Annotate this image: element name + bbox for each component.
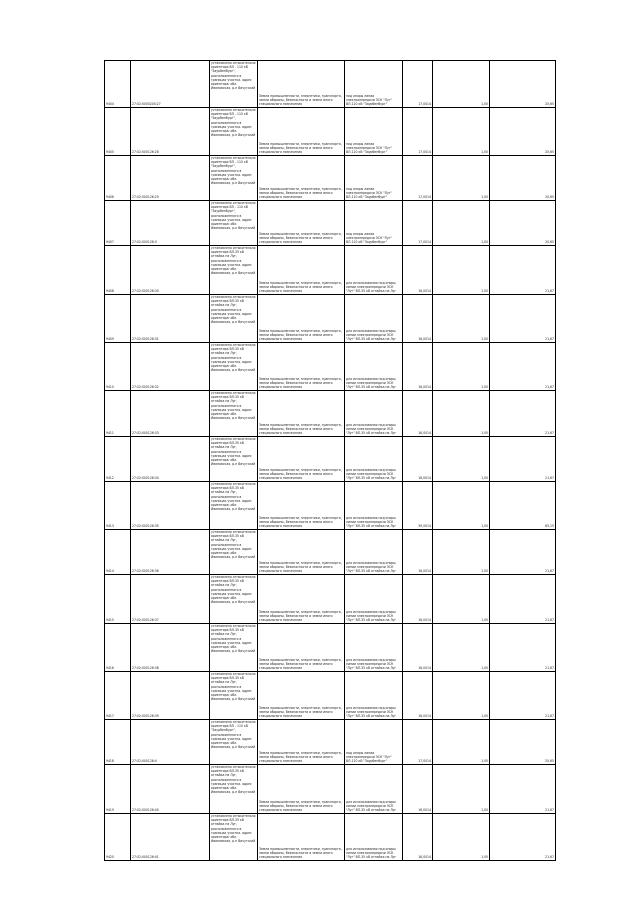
cell-area: 17,0014 bbox=[403, 108, 433, 156]
table-row bbox=[105, 720, 556, 765]
cell-permitted-use: для использования под опоры линии электропередачи ЭСК "Луг" ВЛ-35 кВ отпайка на Луг bbox=[345, 530, 403, 575]
cell-area: 16,0014 bbox=[403, 437, 433, 482]
cell-area: 16,0014 bbox=[403, 575, 433, 624]
cell-cadastral-id: 27:02:000126:37 bbox=[131, 575, 210, 624]
cell-permitted-use: под опоры линии электропередачи ЭСК "Луг" ВЛ-110 кВ "Заурбенбург" bbox=[345, 61, 403, 108]
land-plots-table bbox=[104, 60, 556, 861]
cell-area: 16,0014 bbox=[403, 672, 433, 720]
cell-area: 17,0014 bbox=[403, 201, 433, 246]
cell-coefficient: 1,00 bbox=[433, 482, 490, 530]
cell-cadastral-id: 27:02:000126:34 bbox=[131, 437, 210, 482]
cell-land-category: Земли промышленности, энергетики, транспорта, земли обороны, безопасности и земли иного специального назначения bbox=[258, 530, 345, 575]
cell-permitted-use: для использования под опоры линии электропередачи ЭСК "Луг" ВЛ-35 кВ отпайка на Луг bbox=[345, 814, 403, 861]
cell-coefficient: 1,00 bbox=[433, 201, 490, 246]
cell-area: 16,0014 bbox=[403, 295, 433, 343]
cell-permitted-use: под опоры линии электропередачи ЭСК "Луг" ВЛ-110 кВ "Заурбенбург" bbox=[345, 720, 403, 765]
cell-coefficient: 1,00 bbox=[433, 246, 490, 295]
cell-land-category: Земли промышленности, энергетики, транспорта, земли обороны, безопасности и земли иного специального назначения bbox=[258, 156, 345, 201]
cell-cadastral-id: 27:02:000126:4 bbox=[131, 720, 210, 765]
table-row bbox=[105, 624, 556, 672]
cell-number: 9409 bbox=[105, 295, 131, 343]
cell-land-category: Земли промышленности, энергетики, транспорта, земли обороны, безопасности и земли иного специального назначения bbox=[258, 201, 345, 246]
cell-area: 16,0014 bbox=[403, 246, 433, 295]
cell-value: 21,67 bbox=[490, 295, 556, 343]
cell-land-category: Земли промышленности, энергетики, транспорта, земли обороны, безопасности и земли иного специального назначения bbox=[258, 295, 345, 343]
cell-number: 9413 bbox=[105, 482, 131, 530]
cell-address: установлено относительно ориентира ВЛ-35 кВ отпайка на Луг, расположенного в границах участка. адрес ориентира: обл. Ивановская, р-н Вичугский bbox=[210, 624, 258, 672]
cell-cadastral-id: 27:02:000126:31 bbox=[131, 295, 210, 343]
cell-address: установлено относительно ориентира ВЛ-35 кВ отпайка на Луг, расположенного в границах участка. адрес ориентира: обл. Ивановская, р-н Вичугский bbox=[210, 482, 258, 530]
cell-area: 16,0014 bbox=[403, 765, 433, 814]
cell-coefficient: 1,00 bbox=[433, 108, 490, 156]
table-row bbox=[105, 61, 556, 108]
cell-permitted-use: под опоры линии электропередачи ЭСК "Луг" ВЛ-110 кВ "Заурбенбург" bbox=[345, 201, 403, 246]
cell-permitted-use: для использования под опоры линии электропередачи ЭСК "Луг" ВЛ-35 кВ отпайка на Луг bbox=[345, 343, 403, 391]
cell-coefficient: 1,00 bbox=[433, 765, 490, 814]
cell-permitted-use: для использования под опоры линии электропередачи ЭСК "Луг" ВЛ-35 кВ отпайка на Луг bbox=[345, 437, 403, 482]
cell-value: 21,67 bbox=[490, 575, 556, 624]
cell-address: установлено относительно ориентира ВЛ-35 кВ отпайка на Луг, расположенного в границах участка. адрес ориентира: обл. Ивановская, р-н Вичугский bbox=[210, 437, 258, 482]
cell-number: 9420 bbox=[105, 814, 131, 861]
cell-permitted-use: для использования под опоры линии электропередачи ЭСК "Луг" ВЛ-35 кВ отпайка на Луг bbox=[345, 295, 403, 343]
cell-value: 20,65 bbox=[490, 201, 556, 246]
cell-number: 9419 bbox=[105, 765, 131, 814]
cell-area: 17,0014 bbox=[403, 156, 433, 201]
cell-value: 21,67 bbox=[490, 530, 556, 575]
cell-coefficient: 1,00 bbox=[433, 672, 490, 720]
cell-land-category: Земли промышленности, энергетики, транспорта, земли обороны, безопасности и земли иного специального назначения bbox=[258, 672, 345, 720]
cell-coefficient: 1,00 bbox=[433, 295, 490, 343]
cell-area: 16,0014 bbox=[403, 814, 433, 861]
table-row bbox=[105, 295, 556, 343]
cell-coefficient: 1,00 bbox=[433, 156, 490, 201]
cell-address: установлено относительно ориентира ВЛ - 110 кВ "Заурбенбург", расположенного в границах участка. адрес ориентира: обл. Ивановская, р-н Вичугский bbox=[210, 156, 258, 201]
cell-permitted-use: для использования под опоры линии электропередачи ЭСК "Луг" ВЛ-35 кВ отпайка на Луг bbox=[345, 575, 403, 624]
cell-value: 21,67 bbox=[490, 765, 556, 814]
cell-permitted-use: под опоры линии электропередачи ЭСК "Луг" ВЛ-110 кВ "Заурбенбург" bbox=[345, 156, 403, 201]
cell-coefficient: 1,00 bbox=[433, 720, 490, 765]
cell-land-category: Земли промышленности, энергетики, транспорта, земли обороны, безопасности и земли иного специального назначения bbox=[258, 575, 345, 624]
cell-area: 16,0014 bbox=[403, 530, 433, 575]
cell-land-category: Земли промышленности, энергетики, транспорта, земли обороны, безопасности и земли иного специального назначения bbox=[258, 765, 345, 814]
cell-land-category: Земли промышленности, энергетики, транспорта, земли обороны, безопасности и земли иного специального назначения bbox=[258, 720, 345, 765]
cell-address: установлено относительно ориентира ВЛ - 110 кВ "Заурбенбург", расположенного в границах участка. адрес ориентира: обл. Ивановская, р-н Вичугский bbox=[210, 720, 258, 765]
cell-coefficient: 1,00 bbox=[433, 437, 490, 482]
cell-cadastral-id: 27:02:000126:38 bbox=[131, 624, 210, 672]
cell-number: 9414 bbox=[105, 530, 131, 575]
cell-address: установлено относительно ориентира ВЛ-35 кВ отпайка на Луг, расположенного в границах участка. адрес ориентира: обл. Ивановская, р-н Вичугский bbox=[210, 575, 258, 624]
cell-value: 65,15 bbox=[490, 482, 556, 530]
cell-number: 9408 bbox=[105, 246, 131, 295]
table-row bbox=[105, 437, 556, 482]
table-row bbox=[105, 814, 556, 861]
cell-number: 9404 bbox=[105, 61, 131, 108]
cell-value: 21,67 bbox=[490, 624, 556, 672]
cell-cadastral-id: 27:02:000126:41 bbox=[131, 814, 210, 861]
cell-land-category: Земли промышленности, энергетики, транспорта, земли обороны, безопасности и земли иного специального назначения bbox=[258, 437, 345, 482]
cell-number: 9418 bbox=[105, 720, 131, 765]
cell-coefficient: 1,00 bbox=[433, 624, 490, 672]
cell-land-category: Земли промышленности, энергетики, транспорта, земли обороны, безопасности и земли иного специального назначения bbox=[258, 482, 345, 530]
table-row bbox=[105, 343, 556, 391]
table-row bbox=[105, 391, 556, 437]
table-row bbox=[105, 246, 556, 295]
cell-coefficient: 1,00 bbox=[433, 575, 490, 624]
table-row bbox=[105, 108, 556, 156]
cell-area: 17,0014 bbox=[403, 720, 433, 765]
cell-value: 20,65 bbox=[490, 108, 556, 156]
cell-value: 21,67 bbox=[490, 246, 556, 295]
cell-coefficient: 1,00 bbox=[433, 391, 490, 437]
cell-cadastral-id: 27:02:000126:3 bbox=[131, 201, 210, 246]
table-row bbox=[105, 530, 556, 575]
cell-value: 20,65 bbox=[490, 156, 556, 201]
cell-cadastral-id: 27:02:000126:28 bbox=[131, 108, 210, 156]
cell-cadastral-id: 27:02:000126:33 bbox=[131, 391, 210, 437]
cell-cadastral-id: 27:02:000126:32 bbox=[131, 343, 210, 391]
cell-land-category: Земли промышленности, энергетики, транспорта, земли обороны, безопасности и земли иного специального назначения bbox=[258, 246, 345, 295]
cell-number: 9407 bbox=[105, 201, 131, 246]
cell-land-category: Земли промышленности, энергетики, транспорта, земли обороны, безопасности и земли иного специального назначения bbox=[258, 343, 345, 391]
cell-value: 21,67 bbox=[490, 437, 556, 482]
cell-permitted-use: под опоры линии электропередачи ЭСК "Луг" ВЛ-110 кВ "Заурбенбург" bbox=[345, 108, 403, 156]
cell-land-category: Земли промышленности, энергетики, транспорта, земли обороны, безопасности и земли иного специального назначения bbox=[258, 391, 345, 437]
cell-permitted-use: для использования под опоры линии электропередачи ЭСК "Луг" ВЛ-35 кВ отпайка на Луг bbox=[345, 624, 403, 672]
land-plots-table-body bbox=[105, 61, 556, 861]
cell-value: 21,67 bbox=[490, 814, 556, 861]
cell-permitted-use: для использования под опоры линии электропередачи ЭСК "Луг" ВЛ-35 кВ отпайка на Луг bbox=[345, 672, 403, 720]
cell-permitted-use: для использования под опоры линии электропередачи ЭСК "Луг" ВЛ-35 кВ отпайка на Луг bbox=[345, 482, 403, 530]
cell-address: установлено относительно ориентира ВЛ-35 кВ отпайка на Луг, расположенного в границах участка. адрес ориентира: обл. Ивановская, р-н Вичугский bbox=[210, 391, 258, 437]
table-row bbox=[105, 201, 556, 246]
cell-value: 20,65 bbox=[490, 61, 556, 108]
cell-address: установлено относительно ориентира ВЛ - 110 кВ "Заурбенбург", расположенного в границах участка. адрес ориентира: обл. Ивановская, р-н Вичугский bbox=[210, 61, 258, 108]
cell-number: 9410 bbox=[105, 343, 131, 391]
table-row bbox=[105, 672, 556, 720]
cell-coefficient: 1,00 bbox=[433, 343, 490, 391]
cell-permitted-use: для использования под опоры линии электропередачи ЭСК "Луг" ВЛ-35 кВ отпайка на Луг bbox=[345, 765, 403, 814]
cell-address: установлено относительно ориентира ВЛ - 110 кВ "Заурбенбург", расположенного в границах участка. адрес ориентира: обл. Ивановская, р-н Вичугский bbox=[210, 201, 258, 246]
cell-area: 16,0014 bbox=[403, 624, 433, 672]
cell-address: установлено относительно ориентира ВЛ-35 кВ отпайка на Луг, расположенного в границах участка. адрес ориентира: обл. Ивановская, р-н Вичугский bbox=[210, 295, 258, 343]
cell-cadastral-id: 27:02:000126:39 bbox=[131, 672, 210, 720]
cell-address: установлено относительно ориентира ВЛ-35 кВ отпайка на Луг, расположенного в границах участка. адрес ориентира: обл. Ивановская, р-н Вичугский bbox=[210, 765, 258, 814]
cell-area: 17,0014 bbox=[403, 61, 433, 108]
cell-cadastral-id: 27:02:000126:29 bbox=[131, 156, 210, 201]
cell-number: 9411 bbox=[105, 391, 131, 437]
cell-land-category: Земли промышленности, энергетики, транспорта, земли обороны, безопасности и земли иного специального назначения bbox=[258, 108, 345, 156]
table-row bbox=[105, 156, 556, 201]
cell-value: 20,65 bbox=[490, 720, 556, 765]
cell-cadastral-id: 27:02:000126:36 bbox=[131, 530, 210, 575]
cell-value: 21,67 bbox=[490, 672, 556, 720]
cell-address: установлено относительно ориентира ВЛ - 110 кВ "Заурбенбург", расположенного в границах участка. адрес ориентира: обл. Ивановская, р-н Вичугский bbox=[210, 108, 258, 156]
cell-land-category: Земли промышленности, энергетики, транспорта, земли обороны, безопасности и земли иного специального назначения bbox=[258, 814, 345, 861]
cell-cadastral-id: 27:02:000126:35 bbox=[131, 482, 210, 530]
cell-number: 9417 bbox=[105, 672, 131, 720]
cell-address: установлено относительно ориентира ВЛ-35 кВ отпайка на Луг, расположенного в границах участка. адрес ориентира: обл. Ивановская, р-н Вичугский bbox=[210, 530, 258, 575]
cell-area: 16,0014 bbox=[403, 343, 433, 391]
cell-address: установлено относительно ориентира ВЛ-35 кВ отпайка на Луг, расположенного в границах участка. адрес ориентира: обл. Ивановская, р-н Вичугский bbox=[210, 246, 258, 295]
cell-address: установлено относительно ориентира ВЛ-35 кВ отпайка на Луг, расположенного в границах участка. адрес ориентира: обл. Ивановская, р-н Вичугский bbox=[210, 672, 258, 720]
cell-coefficient: 1,00 bbox=[433, 530, 490, 575]
cell-coefficient: 1,00 bbox=[433, 814, 490, 861]
cell-address: установлено относительно ориентира ВЛ-35 кВ отпайка на Луг, расположенного в границах участка. адрес ориентира: обл. Ивановская, р-н Вичугский bbox=[210, 343, 258, 391]
cell-permitted-use: для использования под опоры линии электропередачи ЭСК "Луг" ВЛ-35 кВ отпайка на Луг bbox=[345, 391, 403, 437]
cell-area: 39,0014 bbox=[403, 482, 433, 530]
cell-land-category: Земли промышленности, энергетики, транспорта, земли обороны, безопасности и земли иного специального назначения bbox=[258, 61, 345, 108]
cell-value: 21,67 bbox=[490, 343, 556, 391]
cell-permitted-use: для использования под опоры линии электропередачи ЭСК "Луг" ВЛ-35 кВ отпайка на Луг bbox=[345, 246, 403, 295]
table-row bbox=[105, 575, 556, 624]
cell-value: 21,67 bbox=[490, 391, 556, 437]
cell-address: установлено относительно ориентира ВЛ-35 кВ отпайка на Луг, расположенного в границах участка. адрес ориентира: обл. Ивановская, р-н Вичугский bbox=[210, 814, 258, 861]
cell-land-category: Земли промышленности, энергетики, транспорта, земли обороны, безопасности и земли иного специального назначения bbox=[258, 624, 345, 672]
cell-number: 9415 bbox=[105, 575, 131, 624]
cell-area: 16,0014 bbox=[403, 391, 433, 437]
cell-number: 9406 bbox=[105, 156, 131, 201]
cell-cadastral-id: 27:02:0000204:27 bbox=[131, 61, 210, 108]
table-row bbox=[105, 765, 556, 814]
cell-cadastral-id: 27:02:000126:30 bbox=[131, 246, 210, 295]
cell-number: 9416 bbox=[105, 624, 131, 672]
cell-cadastral-id: 27:02:000126:40 bbox=[131, 765, 210, 814]
table-row bbox=[105, 482, 556, 530]
cell-number: 9405 bbox=[105, 108, 131, 156]
cell-number: 9412 bbox=[105, 437, 131, 482]
cell-coefficient: 1,00 bbox=[433, 61, 490, 108]
